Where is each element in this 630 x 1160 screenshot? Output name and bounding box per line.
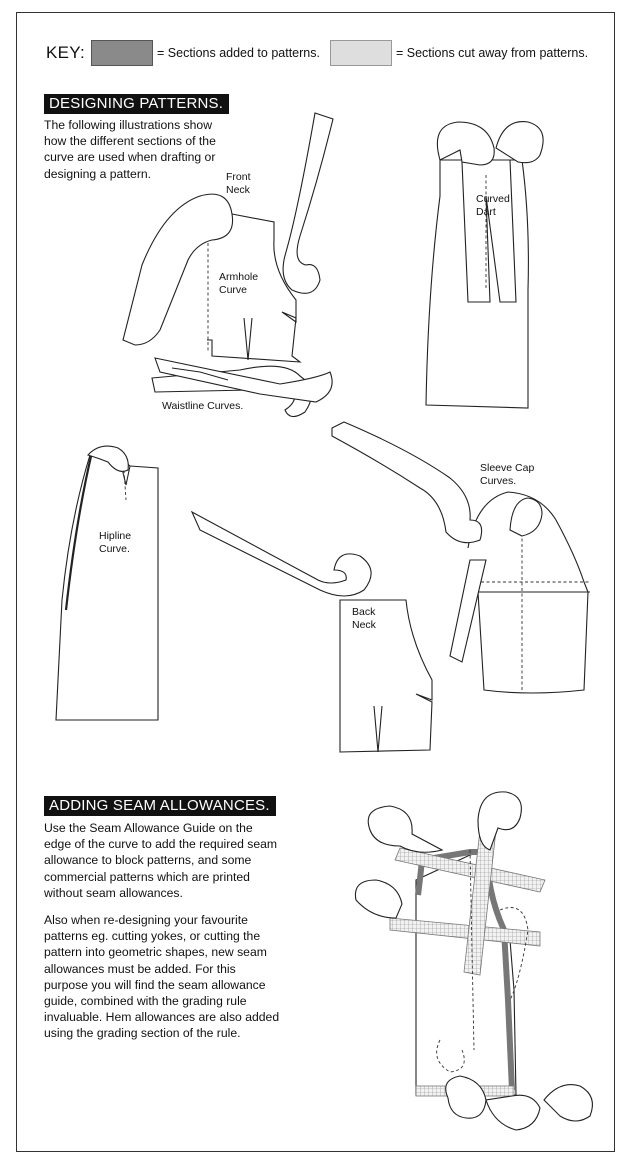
hipline-curve-label: Hipline Curve. [99,530,132,555]
armhole-curve-label: Armhole Curve [219,271,259,296]
designing-heading: DESIGNING PATTERNS. [44,94,229,114]
back-neck-diagram [192,512,432,752]
added-label: = Sections added to patterns. [157,46,320,60]
seam-heading: ADDING SEAM ALLOWANCES. [44,796,276,816]
waistline-curves-label: Waistline Curves. [162,400,244,412]
curved-dart-diagram [426,122,543,408]
sleeve-cap-curves-label: Sleeve Cap Curves. [480,462,535,487]
front-neck-label: Front Neck [226,171,251,196]
seam-text-1: Use the Seam Allowance Guide on the edge of the curve to add the required seam allowance to block patterns, and some commercial patterns which are printed without seam allowances. [44,821,278,900]
sleeve-cap-diagram [332,422,590,693]
curved-dart-label: Curved Dart [476,193,510,218]
designing-text: The following illustrations show how the different sections of the curve are used when drafting or designing a pattern. [44,118,216,181]
hipline-diagram [56,446,158,720]
front-bodice-diagram [123,113,333,362]
cut-label: = Sections cut away from patterns. [395,46,589,60]
seam-allowance-diagram [355,792,592,1130]
seam-text-2: Also when re-designing your favourite patterns eg. cutting yokes, or cutting the pattern into geometric shapes, new seam allowances must be added. For this purpose you will find the seam allowance guide, combined with the grading rule invaluable. Hem allowances are also added using the grading section of the rule. [44,913,280,1041]
key-title: KEY: [46,43,86,62]
back-neck-label: Back Neck [352,606,376,631]
